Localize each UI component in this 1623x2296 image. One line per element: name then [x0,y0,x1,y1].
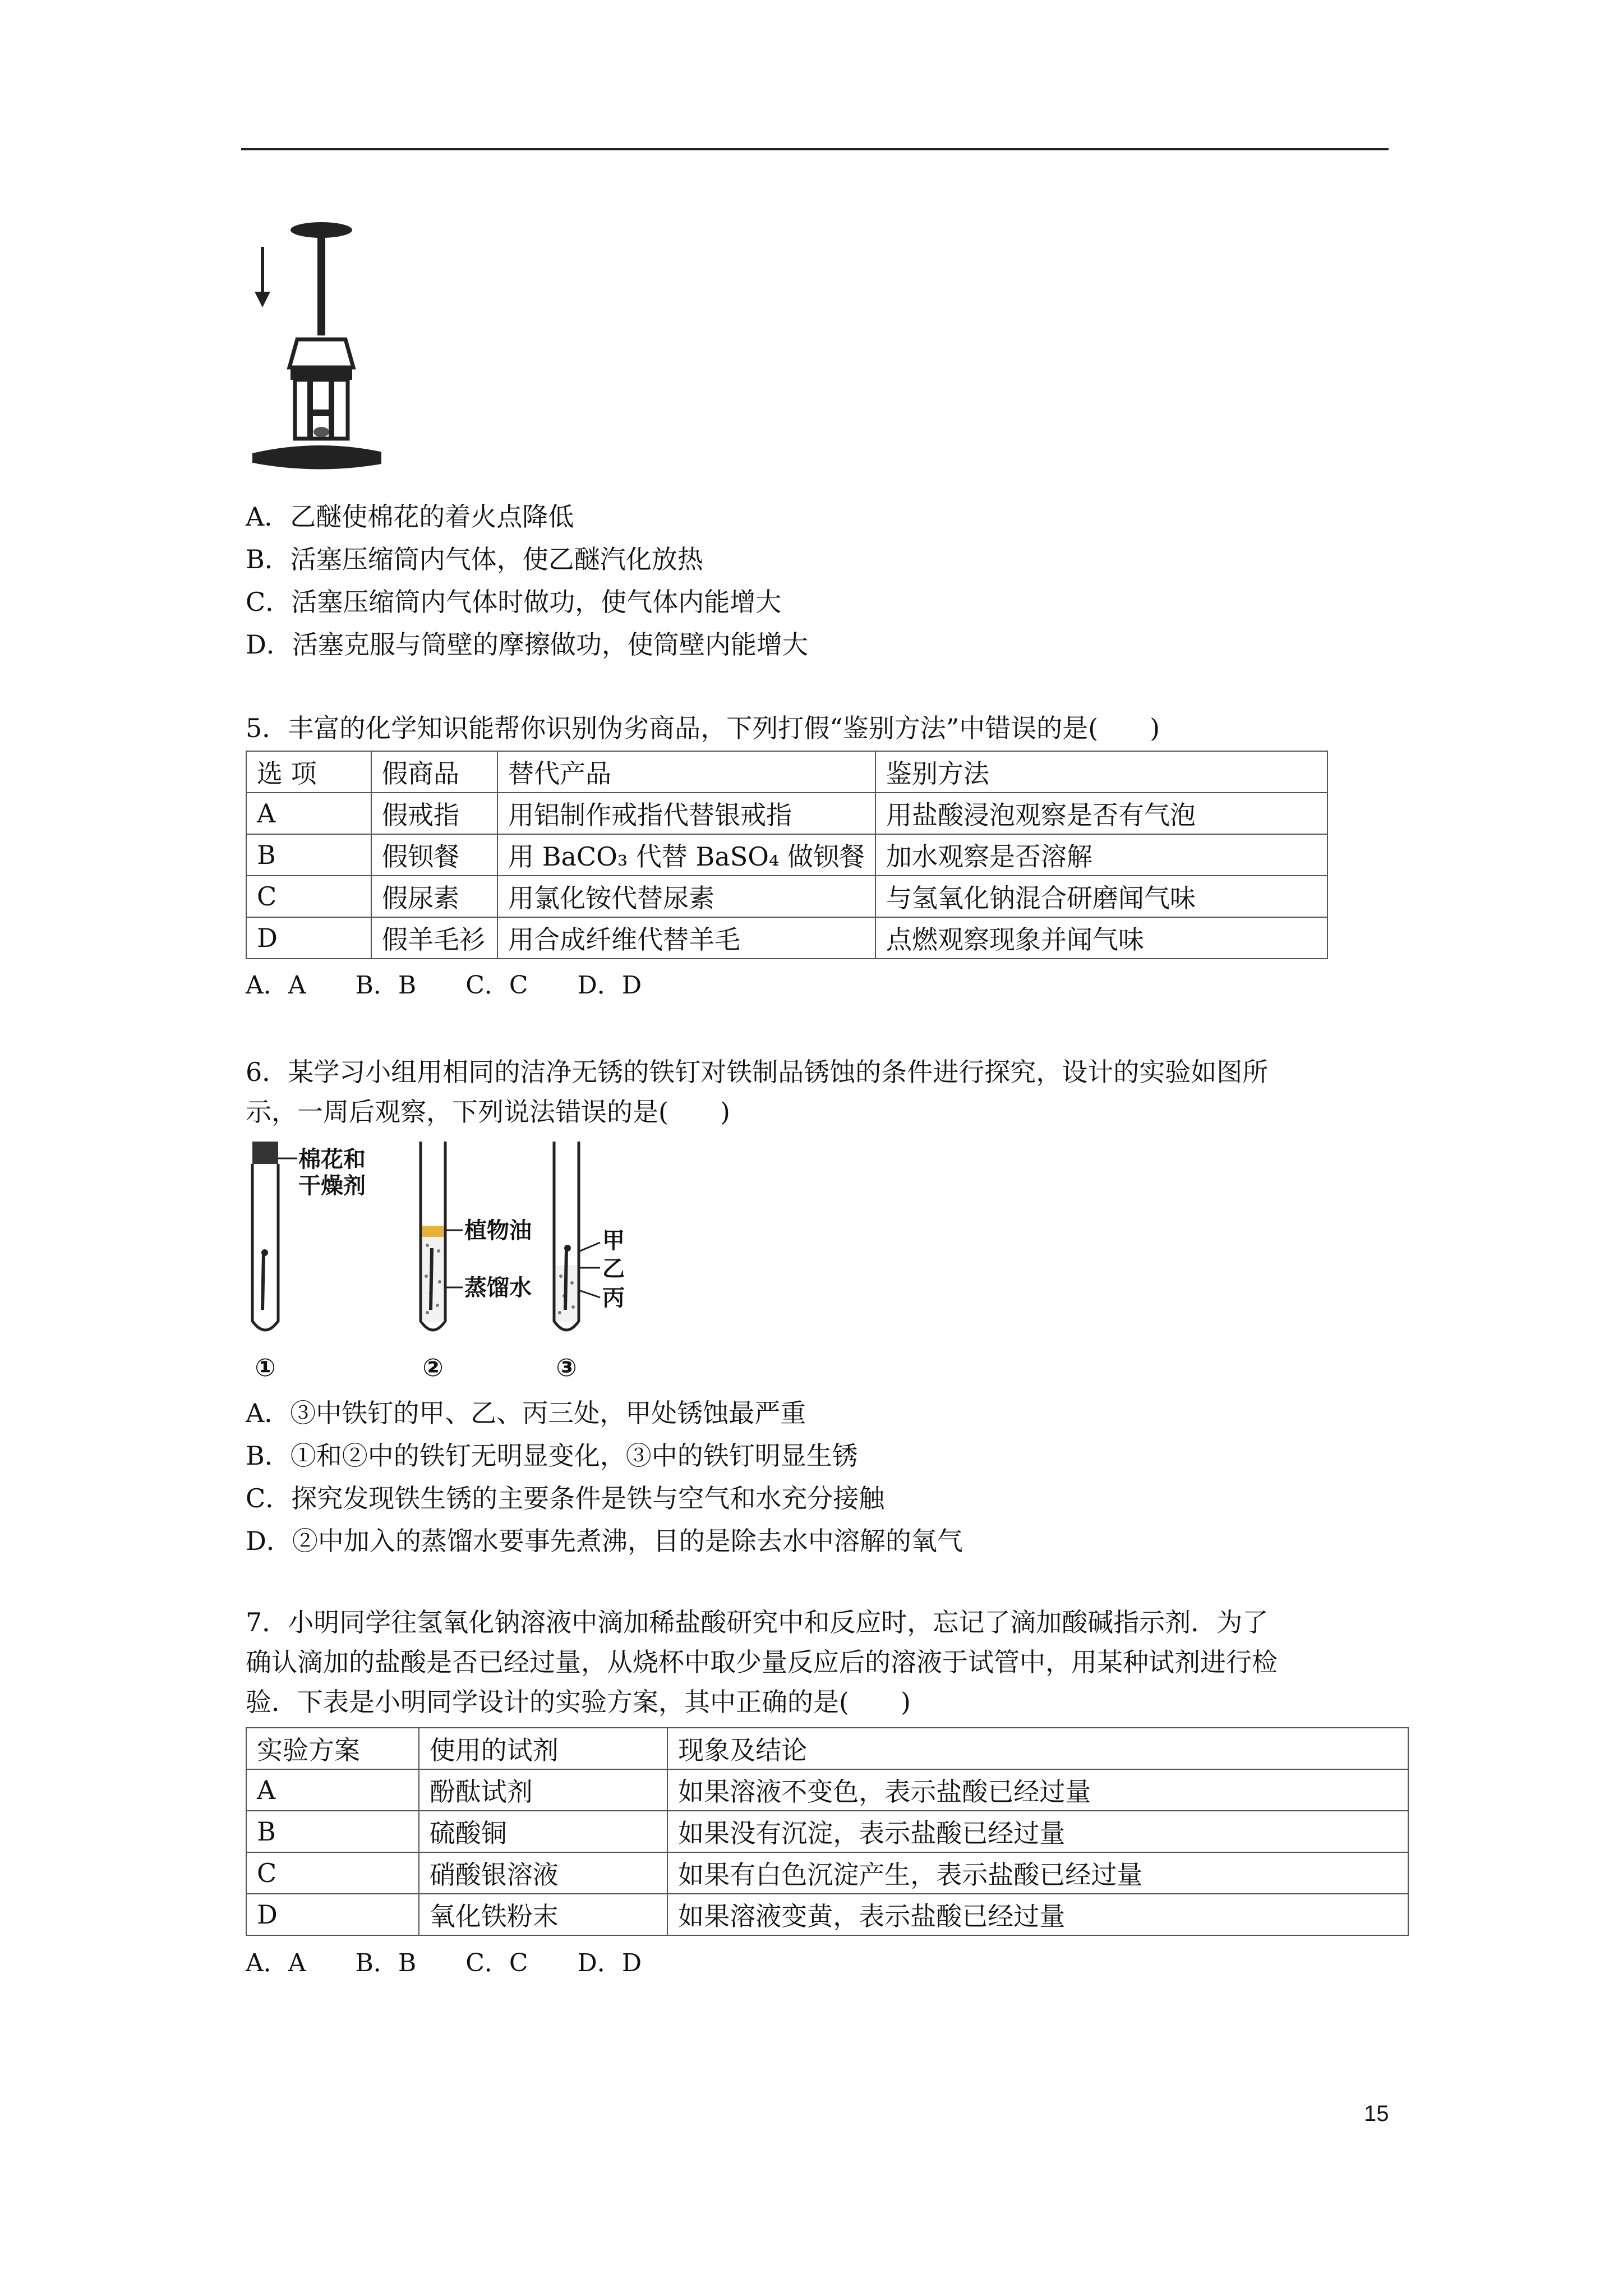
q4-option-b: B．活塞压缩筒内气体，使乙醚汽化放热 [246,544,703,574]
table-header-cell: 现象及结论 [667,1728,1408,1769]
table-header-cell: 选 项 [246,751,371,793]
q6-option-c: C．探究发现铁生锈的主要条件是铁与空气和水充分接触 [246,1483,885,1513]
q4-option-c: C．活塞压缩筒内气体时做功，使气体内能增大 [246,587,782,617]
table-header-cell: 替代产品 [497,751,875,793]
table-cell: 如果没有沉淀，表示盐酸已经过量 [667,1811,1408,1852]
table-header-row [246,751,1327,793]
q5-table [246,751,1328,959]
table-cell: 与氢氧化钠混合研磨闻气味 [875,876,1327,917]
label-jia: 甲 [602,1228,625,1254]
tube-2-number: ② [422,1354,444,1382]
q7-stem-line3: 验．下表是小明同学设计的实验方案，其中正确的是( ) [246,1687,911,1717]
label-yi: 乙 [602,1256,625,1282]
table-row [246,1894,1408,1935]
header-rule [241,148,1389,150]
test-tube-1 [252,1142,278,1330]
table-cell: D [246,1894,419,1935]
table-cell: 硝酸银溶液 [419,1852,668,1894]
table-row [246,1852,1408,1894]
test-tube-3 [554,1142,579,1330]
rust-experiment-figure [241,1142,667,1394]
table-cell: 氧化铁粉末 [419,1894,668,1935]
table-header-cell: 实验方案 [246,1728,419,1769]
table-cell: 硫酸铜 [419,1811,668,1852]
tube-1-number: ① [255,1354,276,1382]
table-cell: B [246,1811,419,1852]
q6-stem-line1: 6．某学习小组用相同的洁净无锈的铁钉对铁制品锈蚀的条件进行探究，设计的实验如图所 [246,1057,1269,1087]
label-vegetable-oil: 植物油 [464,1218,532,1244]
table-cell: 假尿素 [371,876,497,917]
table-cell: 如果溶液变黄，表示盐酸已经过量 [667,1894,1408,1935]
table-cell: 用合成纤维代替羊毛 [497,917,875,959]
table-header-row [246,1728,1408,1769]
table-cell: C [246,876,371,917]
table-row [246,917,1327,959]
table-cell: 假钡餐 [371,834,497,876]
table-cell: B [246,834,371,876]
table-cell: 用氯化铵代替尿素 [497,876,875,917]
table-row [246,1769,1408,1811]
tube-3-number: ③ [556,1354,577,1382]
table-cell: 用铝制作戒指代替银戒指 [497,793,875,834]
table-cell: C [246,1852,419,1894]
table-row [246,876,1327,917]
table-cell: 加水观察是否溶解 [875,834,1327,876]
label-distilled-water: 蒸馏水 [464,1275,532,1301]
page-number: 15 [1364,2101,1389,2126]
q7-stem-line2: 确认滴加的盐酸是否已经过量，从烧杯中取少量反应后的溶液于试管中，用某种试剂进行检 [246,1647,1278,1677]
table-row [246,1811,1408,1852]
table-header-cell: 假商品 [371,751,497,793]
q6-option-d: D．②中加入的蒸馏水要事先煮沸，目的是除去水中溶解的氧气 [246,1526,963,1556]
table-cell: 点燃观察现象并闻气味 [875,917,1327,959]
table-cell: 用 BaCO₃ 代替 BaSO₄ 做钡餐 [497,834,875,876]
compression-igniter-figure [241,213,381,482]
q7-stem-line1: 7．小明同学往氢氧化钠溶液中滴加稀盐酸研究中和反应时，忘记了滴加酸碱指示剂．为了 [246,1607,1269,1637]
q7-answer-choices: A．A B．B C．C D．D [246,1949,642,1977]
table-cell: 假羊毛衫 [371,917,497,959]
q4-option-a: A．乙醚使棉花的着火点降低 [246,501,574,532]
table-header-cell: 使用的试剂 [419,1728,668,1769]
label-bing: 丙 [602,1285,625,1311]
table-cell: 如果有白色沉淀产生，表示盐酸已经过量 [667,1852,1408,1894]
q5-answer-choices: A．A B．B C．C D．D [246,971,642,1000]
q7-table [246,1727,1409,1936]
table-cell: 如果溶液不变色，表示盐酸已经过量 [667,1769,1408,1811]
table-cell: A [246,1769,419,1811]
table-row [246,793,1327,834]
table-row [246,834,1327,876]
q6-option-b: B．①和②中的铁钉无明显变化，③中的铁钉明显生锈 [246,1441,858,1471]
table-cell: 酚酞试剂 [419,1769,668,1811]
test-tube-2 [421,1142,445,1330]
table-cell: 假戒指 [371,793,497,834]
table-cell: A [246,793,371,834]
label-cotton-line1: 棉花和 [298,1147,366,1172]
table-header-cell: 鉴别方法 [875,751,1327,793]
label-cotton-line2: 干燥剂 [298,1173,366,1199]
q6-stem-line2: 示，一周后观察，下列说法错误的是( ) [246,1097,730,1127]
table-cell: D [246,917,371,959]
table-cell: 用盐酸浸泡观察是否有气泡 [875,793,1327,834]
q4-option-d: D．活塞克服与筒壁的摩擦做功，使筒壁内能增大 [246,629,808,660]
q6-option-a: A．③中铁钉的甲、乙、丙三处，甲处锈蚀最严重 [246,1398,806,1428]
q5-stem: 5．丰富的化学知识能帮你识别伪劣商品，下列打假“鉴别方法”中错误的是( ) [246,713,1160,743]
